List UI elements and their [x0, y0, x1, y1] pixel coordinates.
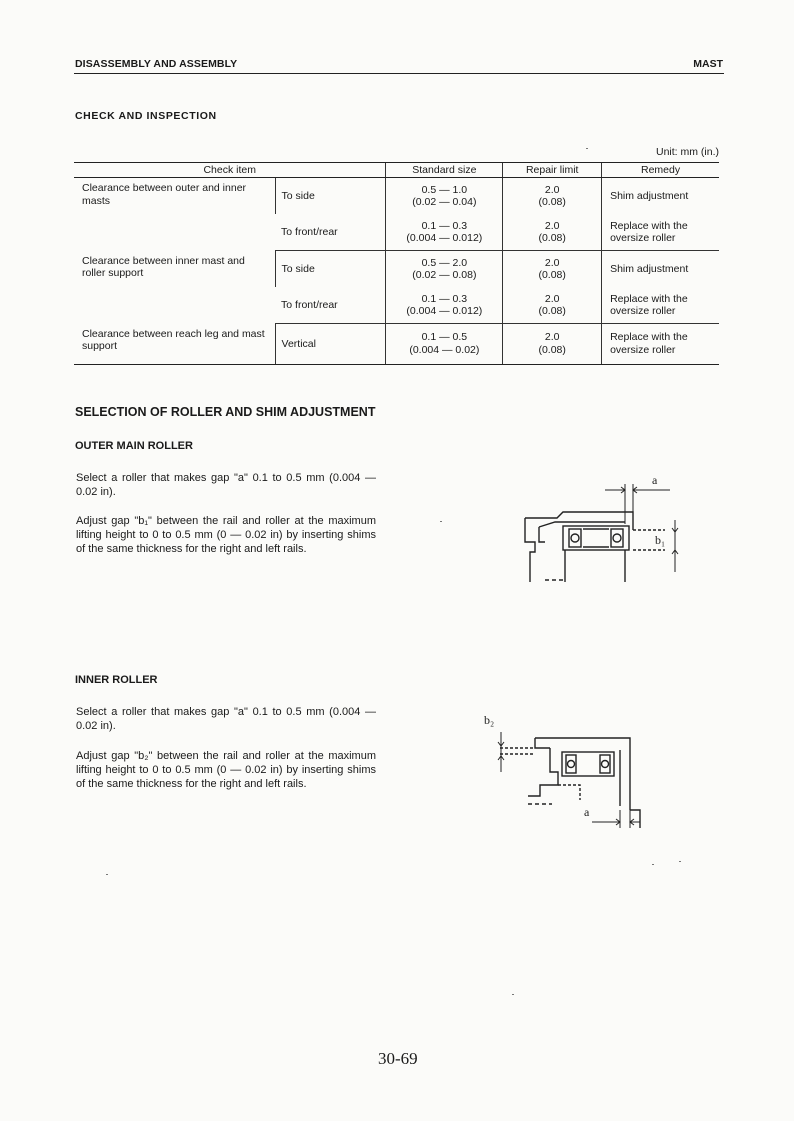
repair-in: (0.08) — [538, 232, 566, 244]
standard-mm: 0.1 — 0.3 — [421, 292, 468, 305]
position-cell: To front/rear — [275, 214, 386, 251]
inner-roller-paragraph-1: Select a roller that makes gap "a" 0.1 to 0.5 mm (0.004 — 0.02 in). — [76, 706, 376, 732]
scan-speck — [586, 148, 588, 149]
col-standard-size: Standard size — [386, 163, 503, 178]
remedy-cell: Shim adjustment — [602, 178, 719, 215]
gap-b1-label: b₁ — [655, 533, 666, 547]
standard-cell — [386, 287, 503, 324]
standard-in: (0.02 — 0.04) — [412, 196, 477, 208]
col-repair-limit: Repair limit — [503, 163, 602, 178]
check-item-cell: Clearance between inner mast and roller support — [82, 254, 245, 279]
check-table — [74, 162, 719, 365]
repair-in: (0.08) — [538, 269, 566, 281]
outer-roller-paragraph-2: Adjust gap "b₁" between the rail and roller at the maximum lifting height to 0 to 0.5 mm (0 — 0.02 in) by inserting shims of the same thickness for the right and left rails. — [76, 515, 376, 555]
table-row — [74, 324, 719, 365]
scan-speck — [106, 874, 108, 875]
outer-roller-paragraph-1: Select a roller that makes gap "a" 0.1 to 0.5 mm (0.004 — 0.02 in). — [76, 472, 376, 498]
col-remedy: Remedy — [602, 163, 719, 178]
repair-mm: 2.0 — [544, 331, 560, 344]
position-cell: To side — [275, 178, 386, 215]
standard-mm: 0.1 — 0.5 — [421, 331, 468, 344]
inner-roller-paragraph-2: Adjust gap "b₂" between the rail and roller at the maximum lifting height to 0 to 0.5 mm (0 — 0.02 in) by inserting shims of the same thickness for the right and left rails. — [76, 750, 376, 790]
repair-mm: 2.0 — [544, 256, 560, 269]
gap-a-label: a — [652, 473, 658, 487]
standard-in: (0.004 — 0.012) — [406, 232, 483, 244]
remedy-cell: Shim adjustment — [602, 251, 719, 288]
standard-mm: 0.1 — 0.3 — [421, 219, 468, 232]
standard-in: (0.004 — 0.02) — [409, 343, 480, 356]
position-cell: Vertical — [275, 324, 386, 365]
standard-cell — [386, 324, 503, 365]
remedy-cell: Replace with the oversize roller — [602, 324, 719, 365]
repair-in: (0.08) — [538, 305, 566, 317]
position-cell: To side — [275, 251, 386, 288]
gap-a-label: a — [584, 805, 590, 819]
standard-in: (0.02 — 0.08) — [412, 269, 477, 281]
selection-section-title: SELECTION OF ROLLER AND SHIM ADJUSTMENT — [75, 405, 376, 419]
unit-label: Unit: mm (in.) — [656, 146, 719, 158]
position-cell: To front/rear — [275, 287, 386, 324]
check-item-cell: Clearance between reach leg and mast support — [74, 324, 275, 365]
standard-cell — [386, 178, 503, 215]
scan-speck — [440, 521, 442, 522]
table-header-row — [74, 163, 719, 178]
remedy-cell: Replace with the oversize roller — [602, 287, 719, 324]
col-check-item: Check item — [74, 163, 386, 178]
repair-cell — [503, 287, 602, 324]
standard-mm: 0.5 — 1.0 — [421, 183, 468, 196]
inner-roller-diagram — [480, 710, 680, 836]
outer-roller-title: OUTER MAIN ROLLER — [75, 440, 193, 452]
remedy-cell: Replace with the oversize roller — [602, 214, 719, 251]
header-section-title: DISASSEMBLY AND ASSEMBLY — [75, 58, 238, 70]
repair-in: (0.08) — [538, 343, 566, 356]
table-row — [74, 178, 719, 215]
repair-cell — [503, 178, 602, 215]
standard-cell — [386, 251, 503, 288]
inner-roller-title: INNER ROLLER — [75, 674, 158, 686]
repair-cell — [503, 214, 602, 251]
scan-speck — [512, 994, 514, 995]
scan-speck — [652, 864, 654, 865]
repair-mm: 2.0 — [544, 183, 560, 196]
standard-mm: 0.5 — 2.0 — [421, 256, 468, 269]
check-inspection-title: CHECK AND INSPECTION — [75, 110, 217, 122]
repair-mm: 2.0 — [544, 292, 560, 305]
gap-b2-label: b₂ — [484, 713, 495, 727]
repair-cell — [503, 251, 602, 288]
repair-in: (0.08) — [538, 196, 566, 208]
repair-mm: 2.0 — [544, 219, 560, 232]
table-row — [74, 251, 719, 288]
page-number: 30-69 — [378, 1049, 418, 1068]
outer-roller-diagram — [505, 472, 695, 590]
standard-in: (0.004 — 0.012) — [406, 305, 483, 317]
standard-cell — [386, 214, 503, 251]
header-rule — [74, 73, 724, 74]
check-item-cell: Clearance between outer and inner masts — [82, 182, 247, 207]
scan-speck — [679, 861, 681, 862]
repair-cell — [503, 324, 602, 365]
header-chapter-title: MAST — [693, 58, 723, 70]
